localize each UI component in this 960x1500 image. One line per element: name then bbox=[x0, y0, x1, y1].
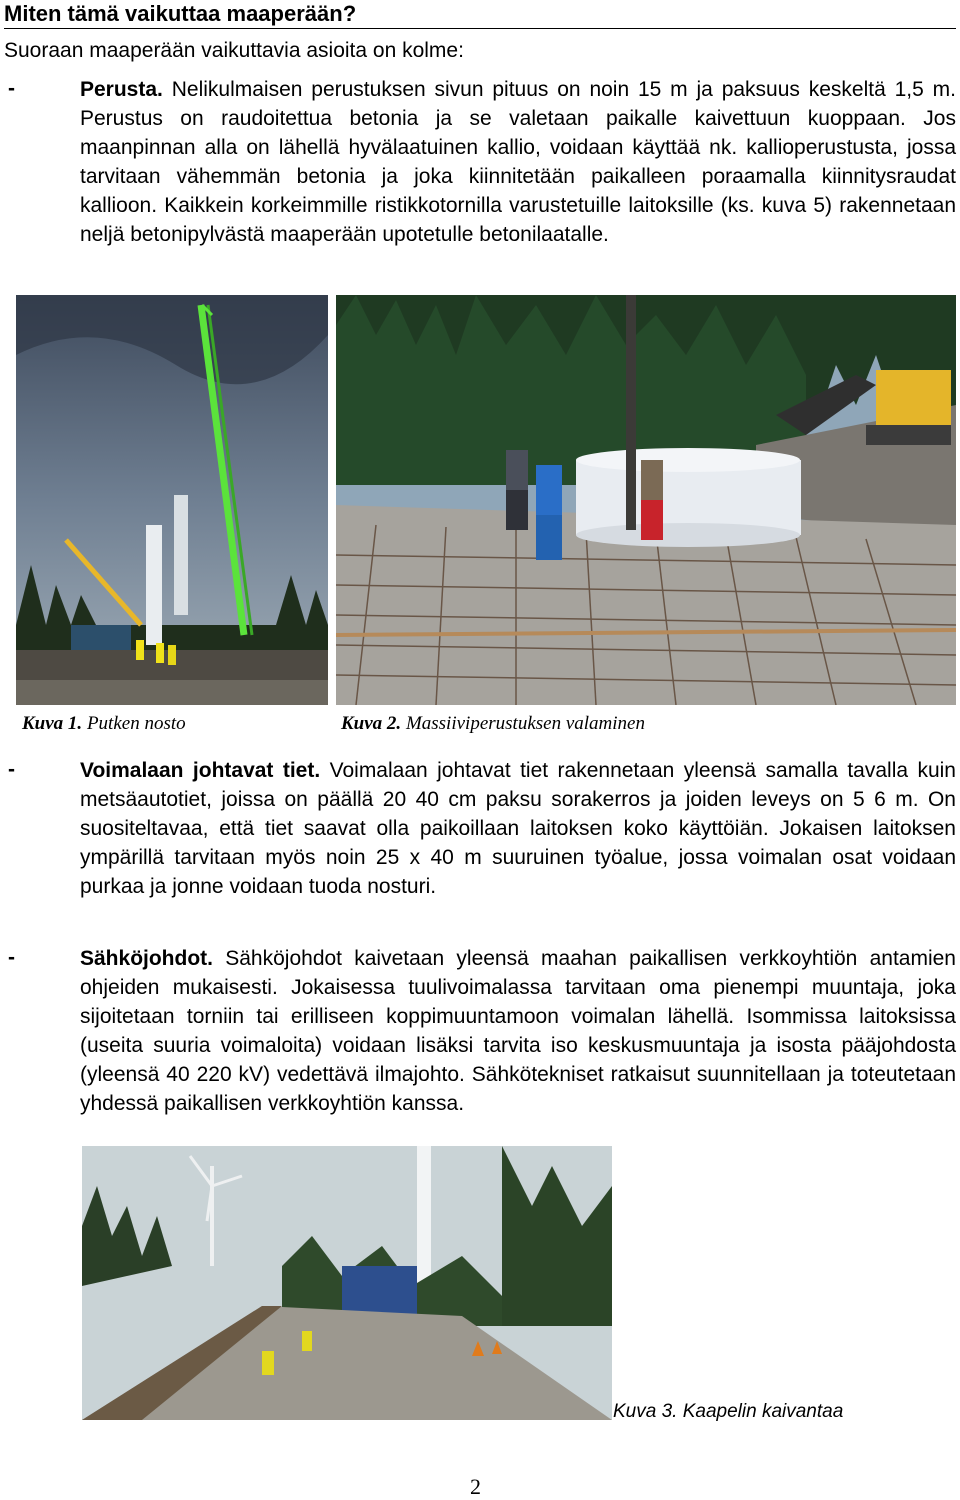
item-title: Voimalaan johtavat tiet. bbox=[80, 759, 321, 782]
list-item-roads bbox=[80, 756, 956, 901]
figure-caption-2: Kuva 2. Massiiviperustuksen valaminen bbox=[341, 713, 645, 734]
figure-caption-1: Kuva 1. Putken nosto bbox=[22, 713, 186, 734]
list-item-power-lines bbox=[80, 944, 956, 1118]
section-heading: Miten tämä vaikuttaa maaperään? bbox=[4, 0, 956, 29]
list-dash: - bbox=[8, 77, 15, 100]
intro-text: Suoraan maaperään vaikuttavia asioita on kolme: bbox=[4, 39, 464, 62]
photo-cable-trench bbox=[82, 1146, 612, 1420]
figure-caption-3: Kuva 3. Kaapelin kaivantaa bbox=[613, 1401, 844, 1422]
list-dash: - bbox=[8, 946, 15, 969]
list-dash: - bbox=[8, 758, 15, 781]
item-title: Perusta. bbox=[80, 78, 163, 101]
item-text: Voimalaan johtavat tiet rakennetaan yleensä samalla tavalla kuin metsäautotiet, joissa on päällä 20 40 cm paksu sorakerros ja joiden leveys on 5 6 m. On suositeltavaa, että tiet saavat olla paikoillaan laitoksen koko käyttöiän. Jokaisen laitoksen ympärillä tarvitaan myös noin 25 x 40 m suuruinen työalue, jossa voimalan osat voidaan purkaa ja jonne voidaan tuoda nosturi. bbox=[80, 759, 956, 898]
list-item-foundation bbox=[80, 75, 956, 249]
item-text: Nelikulmaisen perustuksen sivun pituus on noin 15 m ja paksuus keskeltä 1,5 m. Perustus on raudoitettua betonia ja se valetaan paikalle kaivettuun kuoppaan. Jos maanpinnan alla on lähellä hyvälaatuinen kallio, voidaan käyttää nk. kallioperustusta, jossa tarvitaan vähemmän betonia ja joka kiinnitetään paikalleen poraamalla kiinnitysraudat kallioon. Kaikkein korkeimmille ristikkotornilla varustetuille laitoksille (ks. kuva 5) rakennetaan neljä betonipylvästä maaperään upotetulle betonilaatalle. bbox=[80, 78, 956, 246]
page-number: 2 bbox=[470, 1474, 481, 1499]
item-text: Sähköjohdot kaivetaan yleensä maahan paikallisen verkkoyhtiön antamien ohjeiden mukaisesti. Jokaisessa tuulivoimalassa tarvitaan oma pienempi muuntaja, joka sijoitetaan torniin tai erilliseen koppimuuntamoon voimalan lähellä. Isommissa laitoksissa (useita suuria voimaloita) voidaan lisäksi tarvita iso keskusmuuntaja ja isosta pääjohdosta (yleensä 40 220 kV) vedettävä ilmajohto. Sähkötekniset ratkaisut suunnitellaan ja toteutetaan yhdessä paikallisen verkkoyhtiön kanssa. bbox=[80, 947, 956, 1115]
item-title: Sähköjohdot. bbox=[80, 947, 213, 970]
photo-tower-lift bbox=[16, 295, 328, 705]
photo-foundation-casting bbox=[336, 295, 956, 705]
